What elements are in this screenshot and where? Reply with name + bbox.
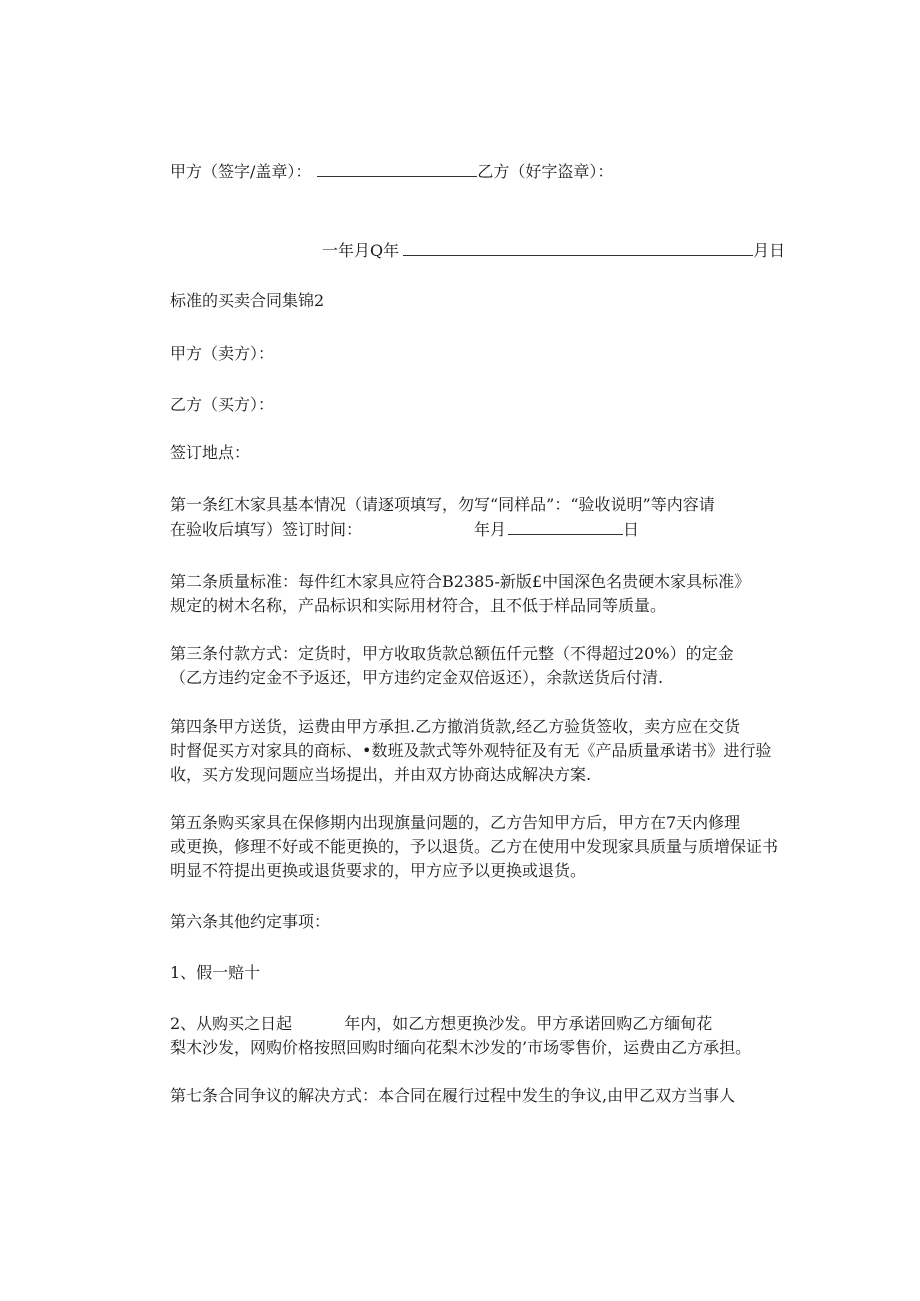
article-6-item-1: 1、假一赔十: [170, 963, 261, 982]
date-prefix: 一年月Q年: [322, 241, 400, 260]
signing-time-year-month: 年月: [474, 520, 507, 539]
article-3-line-2: （乙方违约定金不予返还，甲方违约定金双倍返还），余款送货后付清.: [170, 668, 664, 687]
article-6-item-2-line-2: 梨木沙发，网购价格按照回购时缅向花梨木沙发的’市场零售价，运费由乙方承担。: [170, 1038, 752, 1057]
seller-field-label: 甲方（卖方）：: [170, 344, 275, 363]
date-blank: [403, 241, 753, 256]
article-1-line-1: 第一条红木家具基本情况（请逐项填写，勿写“同样品”：“验收说明”等内容请: [170, 495, 715, 514]
article-4-line-2: 时督促买方对家具的商标、•数班及款式等外观特征及有无《产品质量承诺书》进行验: [170, 741, 772, 760]
party-a-signature-blank: [317, 162, 477, 177]
buyer-field-label: 乙方（买方）：: [170, 395, 275, 414]
article-3-line-1: 第三条付款方式：定货时，甲方收取货款总额伍仟元整（不得超过20%）的定金: [170, 644, 734, 663]
party-b-signature-label: 乙方（好字盗章）：: [477, 162, 614, 181]
signature-line: [170, 161, 613, 183]
date-line: [322, 240, 785, 262]
article-2-line-2: 规定的树木名称，产品标识和实际用材符合，且不低于样品同等质量。: [170, 596, 667, 615]
signing-place-label: 签订地点：: [170, 443, 251, 462]
article-7-line-1: 第七条合同争议的解决方式：本合同在履行过程中发生的争议,由甲乙双方当事人: [170, 1086, 736, 1105]
article-6-item-2-start: 2、从购买之日起: [170, 1014, 293, 1033]
article-5-line-1: 第五条购买家具在保修期内出现旗量问题的，乙方告知甲方后，甲方在7天内修理: [170, 813, 741, 832]
signing-time-blank: [508, 520, 623, 535]
article-6-title: 第六条其他约定事项：: [170, 912, 331, 931]
party-a-signature-label: 甲方（签字/盖章）：: [170, 162, 312, 181]
date-suffix: 月日: [753, 241, 786, 260]
document-title: 标准的买卖合同集锦2: [170, 291, 325, 310]
signing-time-day: 日: [623, 520, 640, 539]
article-1-line-2: [170, 519, 639, 541]
signing-time-label: 在验收后填写）签订时间：: [170, 520, 363, 539]
article-5-line-3: 明显不符提出更换或退货要求的，甲方应予以更换或退货。: [170, 861, 587, 880]
article-6-item-2-line-1: [170, 1013, 712, 1035]
article-4-line-3: 收，买方发现问题应当场提出，并由双方协商达成解决方案.: [170, 765, 592, 784]
article-6-item-2-rest: 年内，如乙方想更换沙发。甲方承诺回购乙方缅甸花: [344, 1014, 713, 1033]
article-2-line-1: 第二条质量标准：每件红木家具应符合B2385-新版£中国深色名贵硬木家具标准》: [170, 572, 751, 591]
article-5-line-2: 或更换，修理不好或不能更换的，予以退货。乙方在使用中发现家具质量与质增保证书: [170, 837, 779, 856]
article-4-line-1: 第四条甲方送货，运费由甲方承担.乙方撤消货款,经乙方验货签收，卖方应在交货: [170, 717, 741, 736]
